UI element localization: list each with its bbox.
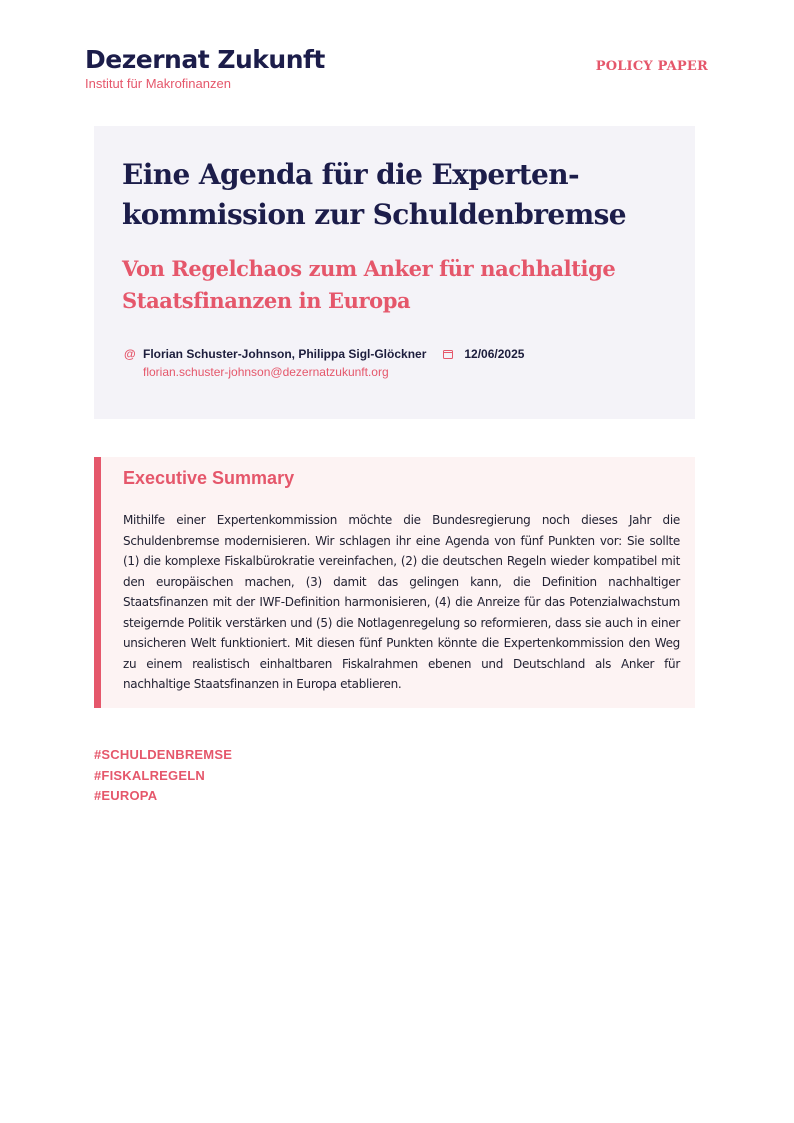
publication-date: 12/06/2025	[464, 347, 525, 361]
author-meta	[124, 345, 524, 380]
logo-title: Dezernat Zukunft	[85, 45, 325, 74]
logo-subtitle: Institut für Makrofinanzen	[85, 76, 231, 91]
logo	[85, 44, 325, 92]
at-icon: @	[124, 347, 136, 361]
tag-list	[94, 745, 232, 807]
document-type-label: POLICY PAPER	[595, 59, 708, 74]
tag[interactable]: #EUROPA	[94, 788, 158, 803]
authors: Florian Schuster-Johnson, Philippa Sigl-Glöckner	[143, 347, 427, 361]
page-subtitle: Von Regelchaos zum Anker für nachhaltige Staatsfinanzen in Europa	[122, 256, 616, 313]
executive-summary	[94, 457, 695, 708]
calendar-icon	[443, 350, 453, 359]
tag[interactable]: #SCHULDENBREMSE	[94, 747, 233, 762]
summary-text: Mithilfe einer Expertenkommission möchte die Bundesregierung noch dieses Jahr die Schuldenbremse modernisieren. Wir schlagen ihr eine Agenda von fünf Punkten vor: Sie sollte (1) die komplexe Fiskalbürokratie vereinfachen, (2) die deutschen Regeln wieder kompatibel mit den europäischen machen, (3) damit das gelingen kann, die Definition nachhaltiger Staatsfinanzen mit der IWF-Definition harmonisieren, (4) die Anreize für das Potenzialwachstum steigernde Politik verstärken und (5) die Notlagenregelung so reformieren, dass sie auch in einer unsicheren Welt funktioniert. Mit diesen fünf Punkten könnte die Expertenkommission den Weg zu einem realistisch einhaltbaren Fiskalrahmen ebenen und Deutschland als Anker für nachhaltige Staatsfinanzen in Europa etablieren.	[123, 513, 680, 691]
tag[interactable]: #FISKALREGELN	[94, 767, 205, 783]
page-title: Eine Agenda für die Expertenkommission zur Schuldenbremse	[122, 158, 626, 231]
summary-heading: Executive Summary	[123, 468, 295, 488]
author-email[interactable]: florian.schuster-johnson@dezernatzukunft.org	[143, 365, 389, 379]
title-block	[94, 126, 695, 419]
